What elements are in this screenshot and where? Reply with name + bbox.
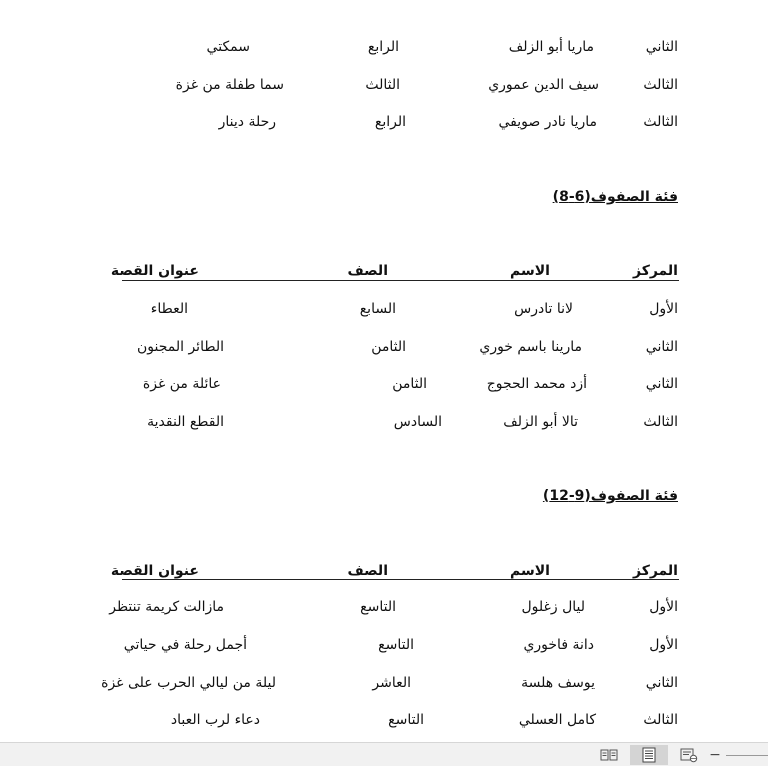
top-row-2-grade: الثالث	[365, 77, 400, 93]
section-1-row-3-title: عائلة من غزة	[142, 376, 221, 392]
status-bar	[0, 742, 768, 766]
section-2-row-1-title: مازالت كريمة تنتظر	[109, 599, 224, 615]
section-1-row-1-name: لانا تادرس	[514, 301, 573, 317]
top-row-2-name: سيف الدين عموري	[488, 77, 599, 93]
section-2-header-rule	[122, 579, 679, 580]
top-row-2-title: سما طفلة من غزة	[175, 77, 284, 93]
section-2-row-2-grade: التاسع	[378, 637, 414, 653]
read-mode-icon[interactable]	[594, 745, 624, 765]
top-row-3-title: رحلة دينار	[218, 114, 276, 130]
section-2-row-3-grade: العاشر	[372, 675, 411, 691]
section-1-row-1-grade: السابع	[359, 301, 396, 317]
section-1-header-title: عنوان القصة	[110, 263, 199, 279]
section-2-row-3-name: يوسف هلسة	[521, 675, 595, 691]
section-2-row-3-place: الثاني	[645, 675, 678, 691]
section-1-row-3-grade: الثامن	[392, 376, 427, 392]
section-1-row-2-title: الطائر المجنون	[136, 339, 224, 355]
section-2-row-2-place: الأول	[649, 637, 678, 653]
section-1-header-grade: الصف	[347, 263, 388, 279]
top-row-1-name: ماريا أبو الزلف	[508, 39, 594, 55]
section-2-row-4-grade: التاسع	[388, 712, 424, 728]
section-2-row-1-grade: التاسع	[360, 599, 396, 615]
top-row-1-title: سمكتي	[206, 39, 250, 55]
section-2-header-title: عنوان القصة	[110, 563, 199, 579]
section-2-header-grade: الصف	[347, 563, 388, 579]
section-1-row-1-place: الأول	[649, 301, 678, 317]
top-row-3-name: ماريا نادر صويفي	[498, 114, 597, 130]
section-1-title: فئة الصفوف(6-8)	[552, 189, 678, 205]
section-2-title: فئة الصفوف(9-12)	[542, 488, 678, 504]
zoom-slider[interactable]	[726, 755, 768, 756]
section-2-header-name: الاسم	[510, 563, 550, 579]
top-row-3-grade: الرابع	[374, 114, 406, 130]
top-row-1-place: الثاني	[645, 39, 678, 55]
print-layout-icon[interactable]	[630, 745, 668, 765]
section-2-row-4-name: كامل العسلي	[518, 712, 596, 728]
section-1-row-1-title: العطاء	[150, 301, 188, 317]
top-row-1-grade: الرابع	[367, 39, 399, 55]
section-2-row-2-name: دانة فاخوري	[523, 637, 594, 653]
section-2-row-4-title: دعاء لرب العباد	[170, 712, 260, 728]
top-row-3-place: الثالث	[643, 114, 678, 130]
zoom-out-button[interactable]: −	[709, 747, 721, 763]
section-1-row-4-grade: السادس	[393, 414, 442, 430]
section-1-row-3-place: الثاني	[645, 376, 678, 392]
section-1-row-2-grade: الثامن	[371, 339, 406, 355]
section-2-row-4-place: الثالث	[643, 712, 678, 728]
web-layout-icon[interactable]	[674, 745, 704, 765]
section-1-row-4-name: تالا أبو الزلف	[503, 414, 578, 430]
section-1-row-2-place: الثاني	[645, 339, 678, 355]
section-1-row-4-place: الثالث	[643, 414, 678, 430]
section-1-header-place: المركز	[632, 263, 678, 279]
top-row-2-place: الثالث	[643, 77, 678, 93]
section-1-row-4-title: القطع النقدية	[147, 414, 224, 430]
section-2-row-1-place: الأول	[649, 599, 678, 615]
section-2-row-2-title: أجمل رحلة في حياتي	[123, 637, 247, 653]
section-2-header-place: المركز	[632, 563, 678, 579]
section-1-header-name: الاسم	[510, 263, 550, 279]
section-1-header-rule	[122, 280, 679, 281]
section-2-row-3-title: ليلة من ليالي الحرب على غزة	[101, 675, 276, 691]
section-1-row-3-name: أزد محمد الحجوج	[486, 376, 587, 392]
section-1-row-2-name: مارينا باسم خوري	[479, 339, 582, 355]
section-2-row-1-name: ليال زغلول	[521, 599, 585, 615]
